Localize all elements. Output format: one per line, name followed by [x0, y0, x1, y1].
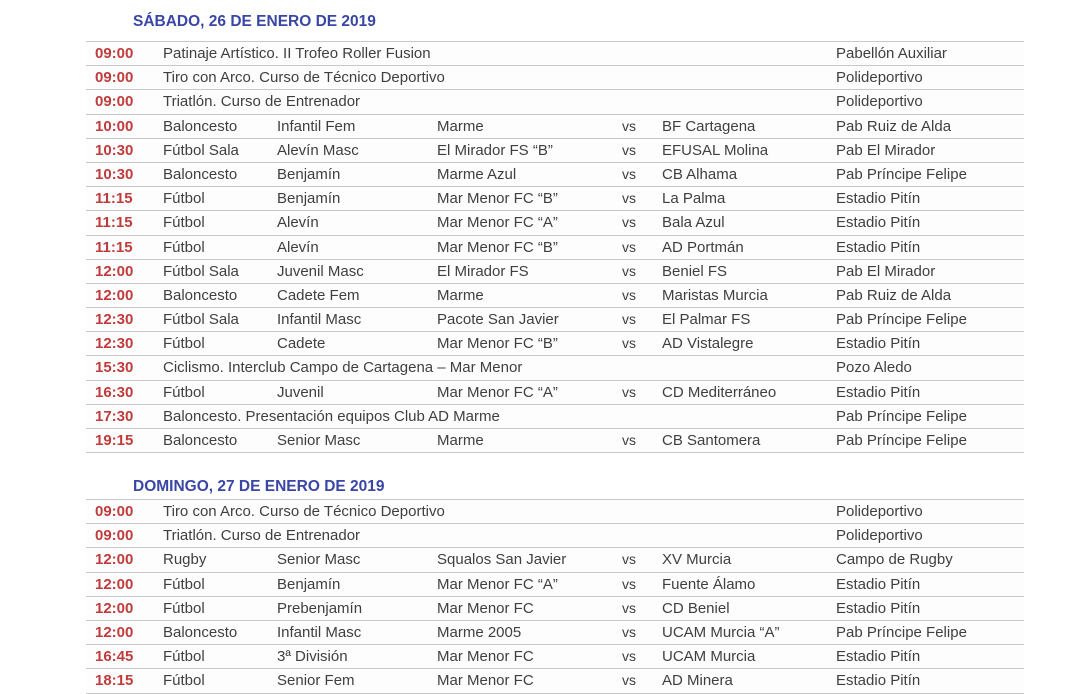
- event-category: 3ª División: [277, 648, 348, 666]
- event-category: Infantil Masc: [277, 311, 362, 329]
- vs-label: vs: [622, 672, 636, 689]
- event-time: 12:00: [95, 575, 134, 593]
- home-team: Mar Menor FC “A”: [437, 214, 558, 232]
- schedule-row: [86, 645, 1024, 669]
- event-time: 12:30: [95, 335, 134, 353]
- event-category: Senior Fem: [277, 672, 355, 690]
- event-venue: Estadio Pitín: [836, 648, 921, 666]
- event-sport: Fútbol: [163, 599, 205, 617]
- home-team: Mar Menor FC: [437, 672, 534, 690]
- event-time: 11:15: [95, 190, 133, 208]
- home-team: El Mirador FS: [437, 262, 529, 280]
- schedule-row: [86, 90, 1024, 114]
- schedule-row: [86, 187, 1024, 211]
- event-sport: Rugby: [163, 551, 207, 569]
- event-venue: Pab El Mirador: [836, 141, 936, 159]
- home-team: Marme: [437, 432, 484, 449]
- event-description: Tiro con Arco. Curso de Técnico Deportivo: [163, 69, 445, 87]
- event-time: 11:15: [95, 214, 133, 232]
- event-time: 16:30: [95, 383, 134, 401]
- away-team: Fuente Álamo: [662, 575, 756, 593]
- event-time: 09:00: [95, 69, 134, 87]
- home-team: Marme 2005: [437, 623, 522, 641]
- event-time: 09:00: [95, 527, 134, 545]
- event-sport: Fútbol Sala: [163, 311, 239, 329]
- vs-label: vs: [622, 262, 636, 279]
- event-category: Prebenjamín: [277, 599, 363, 617]
- home-team: Mar Menor FC: [437, 648, 534, 666]
- event-venue: Polideportivo: [836, 503, 923, 520]
- away-team: CB Alhama: [662, 165, 738, 183]
- schedule-row: [86, 381, 1024, 405]
- schedule-row: [86, 284, 1024, 308]
- event-description: Patinaje Artístico. II Trofeo Roller Fusion: [163, 45, 431, 62]
- away-team: Maristas Murcia: [662, 286, 768, 304]
- vs-label: vs: [622, 432, 636, 448]
- event-time: 15:30: [95, 359, 134, 377]
- home-team: Mar Menor FC “B”: [437, 238, 558, 256]
- schedule-row: [86, 260, 1024, 284]
- vs-label: vs: [622, 599, 636, 616]
- vs-label: vs: [622, 165, 636, 182]
- vs-label: vs: [622, 551, 636, 568]
- event-description: Triatlón. Curso de Entrenador: [163, 527, 361, 545]
- event-venue: Pab Ruiz de Alda: [836, 286, 952, 304]
- event-venue: Estadio Pitín: [836, 190, 921, 208]
- event-sport: Baloncesto: [163, 117, 238, 135]
- event-time: 12:00: [95, 262, 134, 280]
- home-team: Marme: [437, 286, 484, 304]
- event-category: Benjamín: [277, 165, 341, 183]
- away-team: UCAM Murcia “A”: [662, 623, 780, 641]
- event-category: Senior Masc: [277, 432, 361, 449]
- event-sport: Fútbol: [163, 672, 205, 690]
- away-team: BF Cartagena: [662, 117, 756, 135]
- event-sport: Fútbol Sala: [163, 262, 239, 280]
- event-venue: Polideportivo: [836, 527, 923, 545]
- away-team: XV Murcia: [662, 551, 732, 569]
- home-team: Mar Menor FC “B”: [437, 335, 558, 353]
- event-venue: Estadio Pitín: [836, 214, 921, 232]
- event-sport: Fútbol: [163, 575, 205, 593]
- sunday-date-header: DOMINGO, 27 DE ENERO DE 2019: [133, 478, 385, 495]
- vs-label: vs: [622, 117, 636, 134]
- event-time: 09:00: [95, 503, 134, 520]
- event-sport: Fútbol: [163, 383, 205, 401]
- event-sport: Fútbol: [163, 335, 205, 353]
- event-venue: Estadio Pitín: [836, 575, 921, 593]
- away-team: CB Santomera: [662, 432, 761, 449]
- event-venue: Campo de Rugby: [836, 551, 953, 569]
- event-category: Infantil Masc: [277, 623, 362, 641]
- home-team: Mar Menor FC “A”: [437, 383, 558, 401]
- event-sport: Fútbol: [163, 648, 205, 666]
- schedule-row: [86, 524, 1024, 548]
- event-time: 09:00: [95, 93, 134, 111]
- event-sport: Baloncesto: [163, 286, 238, 304]
- schedule-row: [86, 621, 1024, 645]
- event-time: 12:00: [95, 286, 134, 304]
- event-time: 10:00: [95, 117, 134, 135]
- schedule-row: [86, 139, 1024, 163]
- event-venue: Polideportivo: [836, 69, 923, 87]
- schedule-row: [86, 163, 1024, 187]
- event-category: Benjamín: [277, 190, 341, 208]
- away-team: Beniel FS: [662, 262, 728, 280]
- event-sport: Fútbol: [163, 214, 205, 232]
- event-venue: Pab Ruiz de Alda: [836, 117, 952, 135]
- home-team: Marme: [437, 117, 484, 135]
- schedule-row: [86, 500, 1024, 524]
- home-team: Mar Menor FC: [437, 599, 534, 617]
- event-venue: Pab Príncipe Felipe: [836, 165, 967, 183]
- away-team: Bala Azul: [662, 214, 725, 232]
- vs-label: vs: [622, 286, 636, 303]
- away-team: AD Portmán: [662, 238, 744, 256]
- event-time: 12:00: [95, 623, 134, 641]
- event-venue: Pab Príncipe Felipe: [836, 407, 967, 425]
- home-team: Squalos San Javier: [437, 551, 567, 569]
- schedule-row: [86, 405, 1024, 429]
- vs-label: vs: [622, 238, 636, 255]
- event-category: Alevín: [277, 214, 319, 232]
- event-description: Tiro con Arco. Curso de Técnico Deportivo: [163, 503, 445, 520]
- event-sport: Baloncesto: [163, 623, 238, 641]
- event-time: 12:00: [95, 551, 134, 569]
- home-team: Mar Menor FC “B”: [437, 190, 558, 208]
- event-description: Triatlón. Curso de Entrenador: [163, 93, 361, 111]
- event-time: 19:15: [95, 432, 134, 449]
- event-venue: Pozo Aledo: [836, 359, 912, 377]
- schedule-row: [86, 573, 1024, 597]
- event-time: 12:30: [95, 311, 134, 329]
- away-team: CD Mediterráneo: [662, 383, 777, 401]
- event-venue: Estadio Pitín: [836, 672, 921, 690]
- vs-label: vs: [622, 214, 636, 231]
- event-category: Senior Masc: [277, 551, 361, 569]
- event-sport: Fútbol Sala: [163, 141, 239, 159]
- event-time: 16:45: [95, 648, 134, 666]
- schedule-row: [86, 66, 1024, 90]
- event-category: Cadete: [277, 335, 326, 353]
- away-team: CD Beniel: [662, 599, 730, 617]
- event-description: Ciclismo. Interclub Campo de Cartagena – Mar Menor: [163, 359, 523, 377]
- event-time: 09:00: [95, 45, 134, 62]
- vs-label: vs: [622, 141, 636, 158]
- schedule-row: [86, 597, 1024, 621]
- event-category: Benjamín: [277, 575, 341, 593]
- home-team: Marme Azul: [437, 165, 517, 183]
- vs-label: vs: [622, 648, 636, 665]
- event-category: Alevín: [277, 238, 319, 256]
- event-category: Cadete Fem: [277, 286, 360, 304]
- schedule-row: [86, 211, 1024, 235]
- event-venue: Estadio Pitín: [836, 383, 921, 401]
- vs-label: vs: [622, 190, 636, 207]
- event-venue: Pab Príncipe Felipe: [836, 623, 967, 641]
- schedule-row: [86, 356, 1024, 380]
- event-category: Juvenil Masc: [277, 262, 364, 280]
- vs-label: vs: [622, 335, 636, 352]
- vs-label: vs: [622, 623, 636, 640]
- away-team: EFUSAL Molina: [662, 141, 769, 159]
- event-venue: Pab El Mirador: [836, 262, 936, 280]
- event-time: 17:30: [95, 407, 134, 425]
- event-description: Baloncesto. Presentación equipos Club AD Marme: [163, 407, 500, 425]
- event-time: 10:30: [95, 141, 134, 159]
- event-venue: Estadio Pitín: [836, 335, 921, 353]
- event-venue: Estadio Pitín: [836, 238, 921, 256]
- vs-label: vs: [622, 311, 636, 328]
- event-sport: Fútbol: [163, 190, 205, 208]
- vs-label: vs: [622, 575, 636, 592]
- event-venue: Estadio Pitín: [836, 599, 921, 617]
- away-team: AD Minera: [662, 672, 733, 690]
- schedule-row: [86, 236, 1024, 260]
- vs-label: vs: [622, 383, 636, 400]
- home-team: Mar Menor FC “A”: [437, 575, 558, 593]
- away-team: La Palma: [662, 190, 726, 208]
- event-sport: Fútbol: [163, 238, 205, 256]
- event-time: 18:15: [95, 672, 134, 690]
- event-category: Alevín Masc: [277, 141, 359, 159]
- event-venue: Pab Príncipe Felipe: [836, 432, 967, 449]
- event-venue: Polideportivo: [836, 93, 923, 111]
- event-category: Juvenil: [277, 383, 324, 401]
- saturday-date-header: SÁBADO, 26 DE ENERO DE 2019: [133, 13, 376, 30]
- schedule-row: [86, 429, 1024, 453]
- saturday-schedule-table: [86, 41, 1024, 453]
- schedule-row: [86, 332, 1024, 356]
- event-time: 12:00: [95, 599, 134, 617]
- event-time: 10:30: [95, 165, 134, 183]
- schedule-row: [86, 669, 1024, 693]
- event-sport: Baloncesto: [163, 165, 238, 183]
- event-category: Infantil Fem: [277, 117, 356, 135]
- home-team: Pacote San Javier: [437, 311, 559, 329]
- event-venue: Pabellón Auxiliar: [836, 45, 947, 62]
- event-sport: Baloncesto: [163, 432, 238, 449]
- sunday-schedule-table: [86, 499, 1024, 694]
- home-team: El Mirador FS “B”: [437, 141, 553, 159]
- schedule-row: [86, 548, 1024, 572]
- away-team: UCAM Murcia: [662, 648, 756, 666]
- event-time: 11:15: [95, 238, 133, 256]
- schedule-row: [86, 42, 1024, 66]
- away-team: AD Vistalegre: [662, 335, 754, 353]
- away-team: El Palmar FS: [662, 311, 751, 329]
- schedule-row: [86, 115, 1024, 139]
- event-venue: Pab Príncipe Felipe: [836, 311, 967, 329]
- schedule-row: [86, 308, 1024, 332]
